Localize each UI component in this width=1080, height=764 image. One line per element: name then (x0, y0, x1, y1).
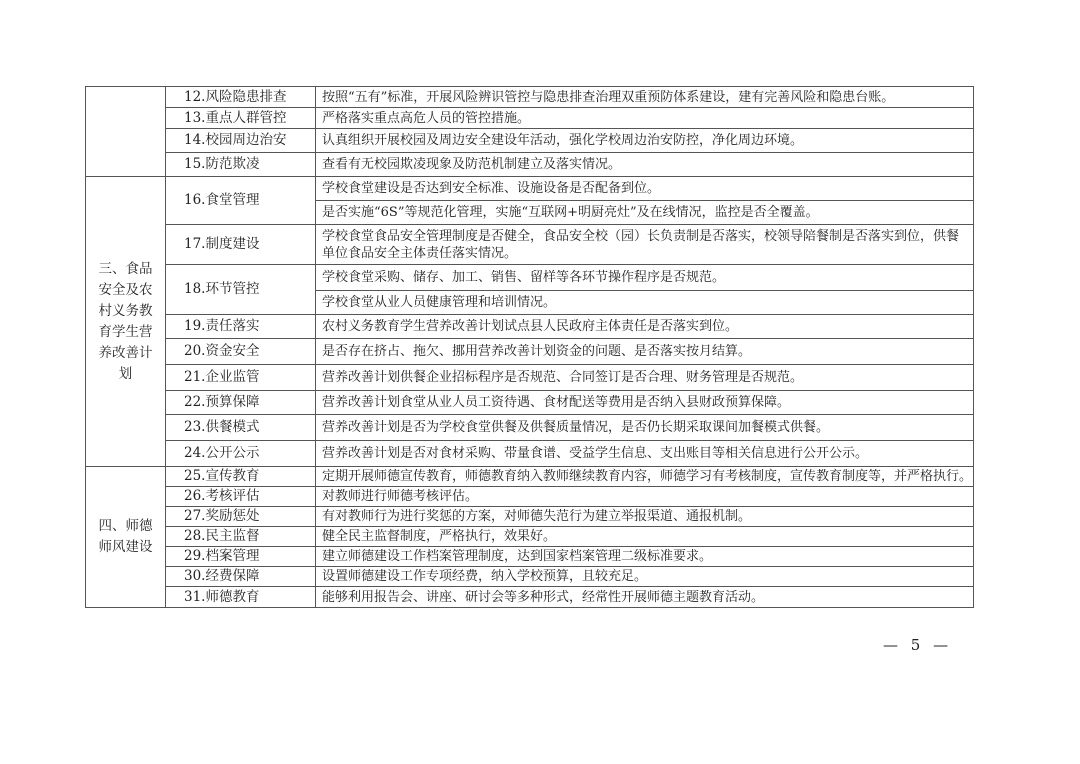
item-criteria: 学校食堂采购、储存、加工、销售、留样等各环节操作程序是否规范。 (316, 265, 974, 291)
item-label: 28.民主监督 (166, 527, 316, 547)
table-row (86, 507, 974, 527)
table-row (86, 467, 974, 487)
item-label: 19.责任落实 (166, 315, 316, 339)
item-criteria: 营养改善计划是否为学校食堂供餐及供餐质量情况，是否仍长期采取课间加餐模式供餐。 (316, 415, 974, 441)
item-label: 27.奖励惩处 (166, 507, 316, 527)
item-criteria: 学校食堂从业人员健康管理和培训情况。 (316, 291, 974, 315)
item-label: 24.公开公示 (166, 441, 316, 467)
item-label: 21.企业监管 (166, 365, 316, 391)
table-row (86, 415, 974, 441)
item-label: 17.制度建设 (166, 225, 316, 265)
item-criteria: 能够利用报告会、讲座、研讨会等多种形式，经常性开展师德主题教育活动。 (316, 587, 974, 608)
item-label: 12.风险隐患排查 (166, 87, 316, 108)
table-row (86, 87, 974, 108)
item-criteria: 营养改善计划食堂从业人员工资待遇、食材配送等费用是否纳入县财政预算保障。 (316, 391, 974, 415)
table-row (86, 225, 974, 265)
item-criteria: 是否存在挤占、拖欠、挪用营养改善计划资金的问题、是否落实按月结算。 (316, 339, 974, 365)
item-criteria: 对教师进行师德考核评估。 (316, 487, 974, 507)
table-row (86, 527, 974, 547)
section-ethics: 四、师德师风建设 (86, 467, 166, 608)
item-criteria: 是否实施“6S”等规范化管理，实施“互联网+明厨亮灶”及在线情况，监控是否全覆盖。 (316, 201, 974, 225)
item-criteria: 有对教师行为进行奖惩的方案，对师德失范行为建立举报渠道、通报机制。 (316, 507, 974, 527)
table-row (86, 339, 974, 365)
item-label: 18.环节管控 (166, 265, 316, 315)
item-label: 20.资金安全 (166, 339, 316, 365)
table-row (86, 315, 974, 339)
item-label: 14.校园周边治安 (166, 129, 316, 153)
item-label: 25.宣传教育 (166, 467, 316, 487)
item-criteria: 严格落实重点高危人员的管控措施。 (316, 108, 974, 129)
item-criteria: 营养改善计划供餐企业招标程序是否规范、合同签订是否合理、财务管理是否规范。 (316, 365, 974, 391)
item-criteria: 设置师德建设工作专项经费，纳入学校预算，且较充足。 (316, 567, 974, 587)
item-label: 23.供餐模式 (166, 415, 316, 441)
table-row (86, 487, 974, 507)
item-criteria: 查看有无校园欺凌现象及防范机制建立及落实情况。 (316, 153, 974, 177)
item-criteria: 建立师德建设工作档案管理制度，达到国家档案管理二级标准要求。 (316, 547, 974, 567)
item-label: 31.师德教育 (166, 587, 316, 608)
item-label: 22.预算保障 (166, 391, 316, 415)
item-criteria: 按照“五有”标准，开展风险辨识管控与隐患排查治理双重预防体系建设，建有完善风险和隐患台账。 (316, 87, 974, 108)
item-criteria: 学校食堂建设是否达到安全标准、设施设备是否配备到位。 (316, 177, 974, 201)
section-continued (86, 87, 166, 177)
item-label: 16.食堂管理 (166, 177, 316, 225)
table-row (86, 129, 974, 153)
item-label: 15.防范欺凌 (166, 153, 316, 177)
table-row (86, 365, 974, 391)
table-row (86, 587, 974, 608)
item-criteria: 农村义务教育学生营养改善计划试点县人民政府主体责任是否落实到位。 (316, 315, 974, 339)
table-row (86, 177, 974, 201)
item-criteria: 营养改善计划是否对食材采购、带量食谱、受益学生信息、支出账目等相关信息进行公开公示。 (316, 441, 974, 467)
item-label: 26.考核评估 (166, 487, 316, 507)
table-row (86, 547, 974, 567)
table-row (86, 391, 974, 415)
item-criteria: 健全民主监督制度，严格执行，效果好。 (316, 527, 974, 547)
item-label: 30.经费保障 (166, 567, 316, 587)
table-row (86, 441, 974, 467)
table-row (86, 265, 974, 291)
table-row (86, 108, 974, 129)
item-label: 13.重点人群管控 (166, 108, 316, 129)
item-label: 29.档案管理 (166, 547, 316, 567)
item-criteria: 学校食堂食品安全管理制度是否健全，食品安全校（园）长负责制是否落实，校领导陪餐制是否落实到位，供餐单位食品安全主体责任落实情况。 (316, 225, 974, 265)
table-row (86, 567, 974, 587)
item-criteria: 定期开展师德宣传教育，师德教育纳入教师继续教育内容，师德学习有考核制度，宣传教育制度等，并严格执行。 (316, 467, 974, 487)
table-row (86, 153, 974, 177)
section-food-safety: 三、食品安全及农村义务教育学生营养改善计划 (86, 177, 166, 467)
page-number: — 5 — (883, 636, 953, 654)
item-criteria: 认真组织开展校园及周边安全建设年活动，强化学校周边治安防控，净化周边环境。 (316, 129, 974, 153)
criteria-table (85, 86, 974, 608)
